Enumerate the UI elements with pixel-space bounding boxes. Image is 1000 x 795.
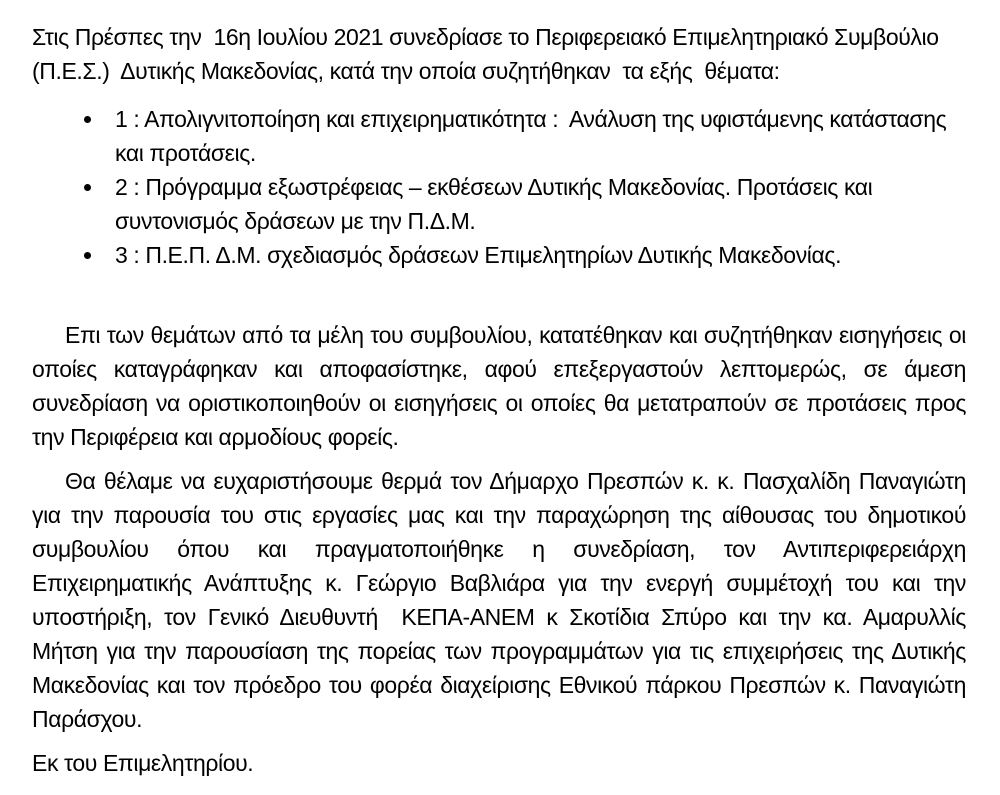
thanks-paragraph: Θα θέλαμε να ευχαριστήσουμε θερμά τον Δήμαρχο Πρεσπών κ. κ. Πασχαλίδη Παναγιώτη για την παρουσία του στις εργασίες μας και την παραχώρηση της αίθουσας του δημοτικού συμβουλίου όπου και πραγματοποιήθηκε η συνεδρίαση, τον Αντιπεριφερειάρχη Επιχειρηματικής Ανάπτυξης κ. Γεώργιο Βαβλιάρα για την ενεργή συμμέτοχή του και την υποστήριξη, τον Γενικό Διευθυντή ΚΕΠΑ-ΑΝΕΜ κ Σκοτίδια Σπύρο και την κα. Αμαρυλλίς Μήτση για την παρουσίαση της πορείας των προγραμμάτων για τις επιχειρήσεις της Δυτικής Μακεδονίας και τον πρόεδρο του φορέα διαχείρισης Εθνικού πάρκου Πρεσπών κ. Παναγιώτη Παράσχου. (32, 468, 972, 732)
topic-item-2: • 2 : Πρόγραμμα εξωστρέφειας – εκθέσεων Δυτικής Μακεδονίας. Προτάσεις και συντονισμός δράσεων με την Π.Δ.Μ. (105, 170, 966, 238)
topics-list (32, 102, 966, 272)
intro-paragraph: Στις Πρέσπες την 16η Ιουλίου 2021 συνεδρίασε το Περιφερειακό Επιμελητηριακό Συμβούλιο (Π.Ε.Σ.) Δυτικής Μακεδονίας, κατά την οποία συζητήθηκαν τα εξής θέματα: (32, 24, 945, 84)
topic-item-3: • 3 : Π.Ε.Π. Δ.Μ. σχεδιασμός δράσεων Επιμελητηρίων Δυτικής Μακεδονίας. (105, 238, 966, 272)
discussion-paragraph: Επι των θεμάτων από τα μέλη του συμβουλίου, κατατέθηκαν και συζητήθηκαν εισηγήσεις οι οποίες καταγράφηκαν και αποφασίστηκε, αφού επεξεργαστούν λεπτομερώς, σε άμεση συνεδρίαση να οριστικοποιηθούν οι εισηγήσεις οι οποίες θα μετατραπούν σε προτάσεις προς την Περιφέρεια και αρμοδίους φορείς. (32, 322, 972, 450)
topic-item-1: • 1 : Απολιγνιτοποίηση και επιχειρηματικότητα : Ανάλυση της υφιστάμενης κατάστασης και προτάσεις. (105, 102, 966, 170)
closing-line: Εκ του Επιμελητηρίου. (32, 750, 254, 776)
